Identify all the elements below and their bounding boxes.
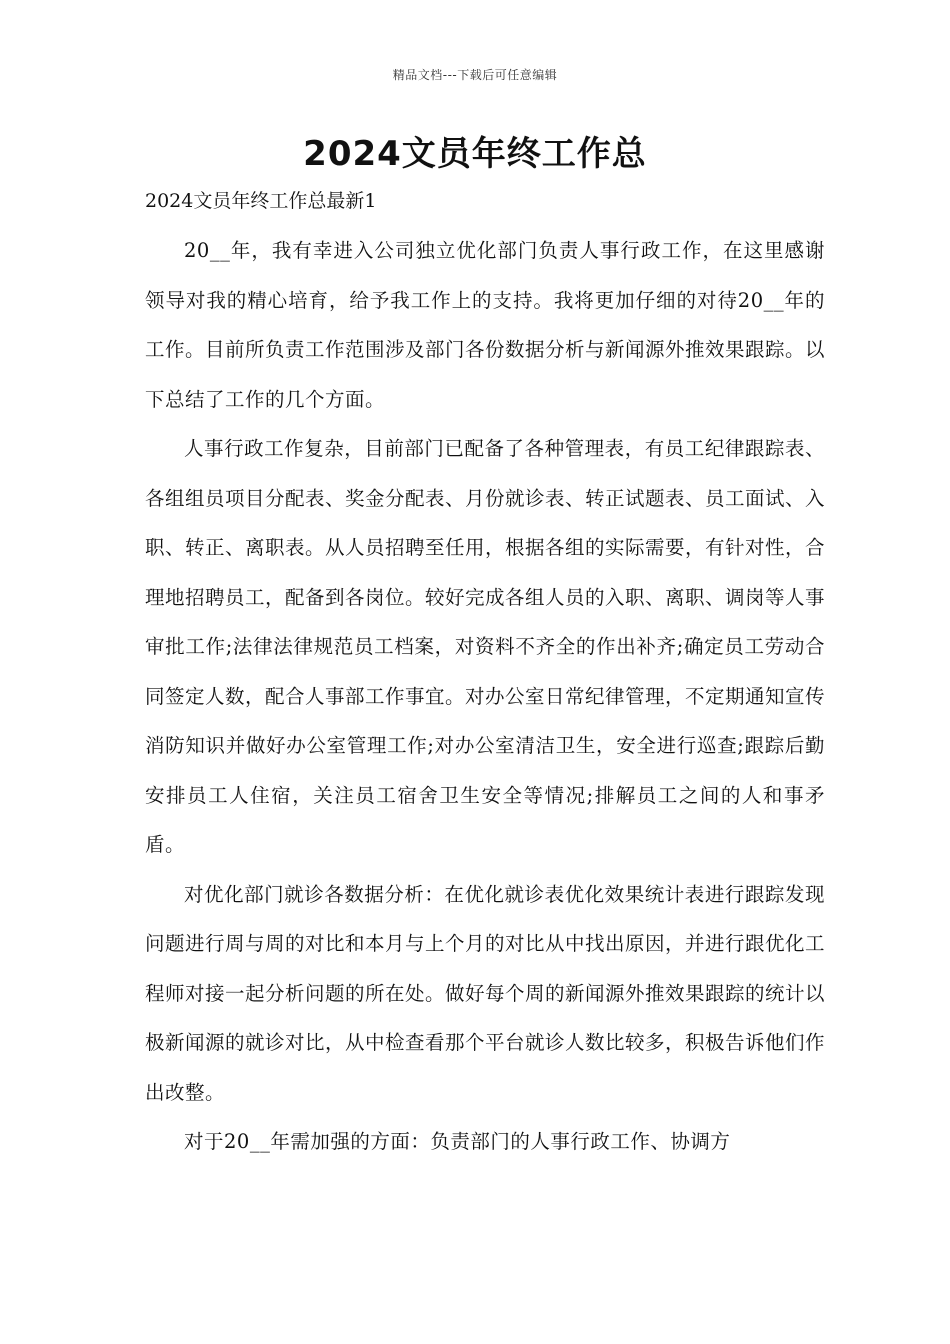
- paragraph-2: 人事行政工作复杂，目前部门已配备了各种管理表，有员工纪律跟踪表、各组组员项目分配表、奖金分配表、月份就诊表、转正试题表、员工面试、入职、转正、离职表。从人员招聘至任用，根据各组的实际需要，有针对性，合理地招聘员工，配备到各岗位。较好完成各组人员的入职、离职、调岗等人事审批工作;法律法律规范员工档案，对资料不齐全的作出补齐;确定员工劳动合同签定人数，配合人事部工作事宜。对办公室日常纪律管理，不定期通知宣传消防知识并做好办公室管理工作;对办公室清洁卫生，安全进行巡查;跟踪后勤安排员工人住宿，关注员工宿舍卫生安全等情况;排解员工之间的人和事矛盾。: [145, 437, 826, 856]
- document-title: 2024文员年终工作总: [303, 134, 647, 174]
- paragraph-4: 对于20__年需加强的方面：负责部门的人事行政工作、协调方: [184, 1130, 731, 1153]
- document-body: [145, 226, 825, 1167]
- header-note: 精品文档---下载后可任意编辑: [392, 68, 558, 82]
- document-subtitle: 2024文员年终工作总最新1: [145, 190, 377, 212]
- paragraph-3: 对优化部门就诊各数据分析：在优化就诊表优化效果统计表进行跟踪发现问题进行周与周的对比和本月与上个月的对比从中找出原因，并进行跟优化工程师对接一起分析问题的所在处。做好每个周的新闻源外推效果跟踪的统计以极新闻源的就诊对比，从中检查看那个平台就诊人数比较多，积极告诉他们作出改整。: [145, 882, 826, 1104]
- paragraph-1: 20__年，我有幸进入公司独立优化部门负责人事行政工作，在这里感谢领导对我的精心培育，给予我工作上的支持。我将更加仔细的对待20__年的工作。目前所负责工作范围涉及部门各份数据分析与新闻源外推效果跟踪。以下总结了工作的几个方面。: [145, 239, 826, 411]
